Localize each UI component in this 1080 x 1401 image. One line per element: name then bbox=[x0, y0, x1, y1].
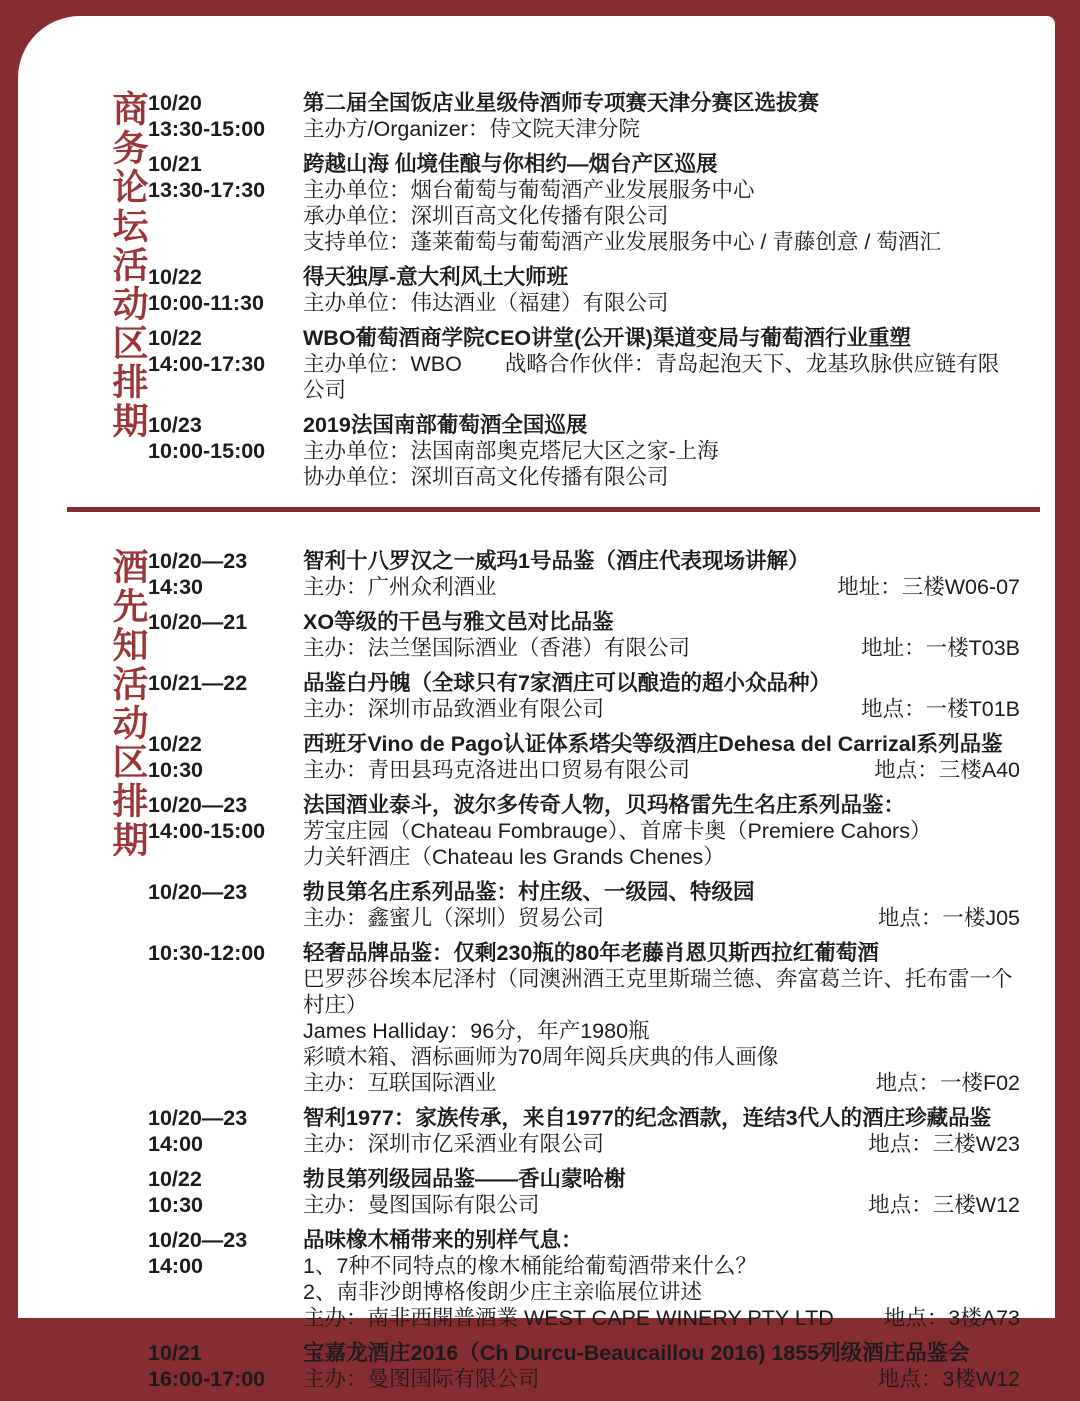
event-title: 轻奢品牌品鉴：仅剩230瓶的80年老藤肖恩贝斯西拉红葡萄酒 bbox=[303, 941, 879, 965]
event-detail-line: 协办单位：深圳百高文化传播有限公司 bbox=[303, 465, 669, 489]
event-title: 宝嘉龙酒庄2016（Ch Durcu-Beaucaillou 2016) 1855列级酒庄品鉴会 bbox=[303, 1341, 970, 1365]
event-datetime bbox=[148, 731, 303, 783]
event-datetime bbox=[148, 1227, 303, 1331]
event-detail-line: James Halliday：96分，年产1980瓶 bbox=[303, 1019, 650, 1043]
event-row bbox=[148, 609, 1020, 661]
event-date: 10/21—22 bbox=[148, 671, 248, 695]
event-row bbox=[148, 1340, 1020, 1392]
event-row bbox=[148, 548, 1020, 600]
event-location: 地点：三楼W12 bbox=[868, 1193, 1020, 1217]
event-details bbox=[303, 151, 1020, 255]
event-organizer: 主办：互联国际酒业 bbox=[303, 1071, 497, 1095]
event-location: 地点：三楼W23 bbox=[868, 1132, 1020, 1156]
event-title: 品鉴白丹魄（全球只有7家酒庄可以酿造的超小众品种） bbox=[303, 671, 831, 695]
event-detail-line: 2、南非沙朗博格俊朗少庄主亲临展位讲述 bbox=[303, 1280, 702, 1304]
event-row bbox=[148, 412, 1020, 490]
event-location: 地点：3楼W12 bbox=[877, 1367, 1020, 1391]
event-row bbox=[148, 1227, 1020, 1331]
event-row bbox=[148, 731, 1020, 783]
event-date: 10/20—23 bbox=[148, 880, 248, 904]
event-row bbox=[148, 151, 1020, 255]
event-location: 地点：一楼F02 bbox=[875, 1071, 1020, 1095]
event-title: 西班牙Vino de Pago认证体系塔尖等级酒庄Dehesa del Carrizal系列品鉴 bbox=[303, 732, 1003, 756]
event-datetime bbox=[148, 412, 303, 490]
event-title: 得天独厚-意大利风土大师班 bbox=[303, 265, 569, 289]
section-title-vertical: 商务论坛活动区排期 bbox=[108, 90, 149, 441]
event-details bbox=[303, 609, 1020, 661]
event-time: 10:30 bbox=[148, 1193, 203, 1217]
event-details bbox=[303, 1166, 1020, 1218]
event-row bbox=[148, 940, 1020, 1096]
event-title: WBO葡萄酒商学院CEO讲堂(公开课)渠道变局与葡萄酒行业重塑 bbox=[303, 326, 911, 350]
event-detail-line bbox=[303, 635, 1020, 661]
event-organizer: 主办：法兰堡国际酒业（香港）有限公司 bbox=[303, 636, 691, 660]
event-date: 10/20—23 bbox=[148, 793, 248, 817]
event-title: XO等级的干邑与雅文邑对比品鉴 bbox=[303, 610, 614, 634]
event-detail-line: 巴罗莎谷埃本尼泽村（同澳洲酒王克里斯瑞兰德、奔富葛兰许、托布雷一个村庄） bbox=[303, 967, 1013, 1017]
event-detail-line bbox=[303, 1192, 1020, 1218]
event-datetime bbox=[148, 151, 303, 255]
event-organizer: 主办：广州众利酒业 bbox=[303, 575, 497, 599]
event-time: 14:00 bbox=[148, 1132, 203, 1156]
event-row bbox=[148, 792, 1020, 870]
event-title: 法国酒业泰斗，波尔多传奇人物，贝玛格雷先生名庄系列品鉴： bbox=[303, 793, 906, 817]
event-row bbox=[148, 325, 1020, 403]
event-details bbox=[303, 412, 1020, 490]
section-wine-prophet bbox=[18, 548, 1055, 1401]
event-time: 10:00-15:00 bbox=[148, 439, 266, 463]
event-detail-line bbox=[303, 1131, 1020, 1157]
schedule-sections bbox=[18, 16, 1055, 1401]
event-date: 10/22 bbox=[148, 326, 202, 350]
event-datetime bbox=[148, 264, 303, 316]
event-detail-line bbox=[303, 1305, 1020, 1331]
event-row bbox=[148, 879, 1020, 931]
event-datetime bbox=[148, 90, 303, 142]
event-location: 地点：三楼A40 bbox=[874, 758, 1020, 782]
event-detail-line: 主办单位：烟台葡萄与葡萄酒产业发展服务中心 bbox=[303, 178, 755, 202]
event-time: 14:00 bbox=[148, 1254, 203, 1278]
event-datetime bbox=[148, 940, 303, 1096]
event-time: 14:00-15:00 bbox=[148, 819, 266, 843]
event-details bbox=[303, 670, 1020, 722]
event-detail-line: 彩喷木箱、酒标画师为70周年阅兵庆典的伟人画像 bbox=[303, 1045, 779, 1069]
event-detail-line: 1、7种不同特点的橡木桶能给葡萄酒带来什么？ bbox=[303, 1254, 757, 1278]
event-details bbox=[303, 90, 1020, 142]
event-detail-line bbox=[303, 757, 1020, 783]
event-datetime bbox=[148, 792, 303, 870]
event-detail-line: 主办单位：法国南部奥克塔尼大区之家-上海 bbox=[303, 439, 719, 463]
event-row bbox=[148, 264, 1020, 316]
event-title: 勃艮第名庄系列品鉴：村庄级、一级园、特级园 bbox=[303, 880, 755, 904]
event-location: 地点：一楼J05 bbox=[877, 906, 1020, 930]
event-location: 地点：3楼A73 bbox=[883, 1306, 1020, 1330]
event-details bbox=[303, 731, 1020, 783]
event-details bbox=[303, 548, 1020, 600]
event-date: 10/22 bbox=[148, 732, 202, 756]
event-details bbox=[303, 1227, 1020, 1331]
event-date: 10/21 bbox=[148, 152, 202, 176]
event-title: 勃艮第列级园品鉴——香山蒙哈榭 bbox=[303, 1167, 626, 1191]
event-detail-line bbox=[303, 574, 1020, 600]
event-list bbox=[148, 548, 1055, 1401]
event-detail-line: 主办单位：WBO 战略合作伙伴：青岛起泡天下、龙基玖脉供应链有限公司 bbox=[303, 352, 1000, 402]
event-organizer: 主办：曼图国际有限公司 bbox=[303, 1193, 540, 1217]
event-date: 10/20—23 bbox=[148, 1106, 248, 1130]
event-organizer: 主办：曼图国际有限公司 bbox=[303, 1367, 540, 1391]
event-date: 10:30-12:00 bbox=[148, 941, 266, 965]
section-business-forum bbox=[18, 90, 1055, 499]
event-datetime bbox=[148, 1105, 303, 1157]
event-location: 地址：三楼W06-07 bbox=[837, 575, 1020, 599]
event-organizer: 主办：南非西開普酒業 WEST CAPE WINERY PTY LTD bbox=[303, 1306, 834, 1330]
event-detail-line: 芳宝庄园（Chateau Fombrauge）、首席卡奥（Premiere Cahors） bbox=[303, 819, 932, 843]
event-details bbox=[303, 1105, 1020, 1157]
event-details bbox=[303, 325, 1020, 403]
event-location: 地点：一楼T01B bbox=[861, 697, 1020, 721]
event-detail-line bbox=[303, 1366, 1020, 1392]
event-detail-line bbox=[303, 696, 1020, 722]
event-title: 品味橡木桶带来的别样气息： bbox=[303, 1228, 583, 1252]
event-details bbox=[303, 792, 1020, 870]
section-divider bbox=[67, 507, 1040, 512]
event-datetime bbox=[148, 548, 303, 600]
event-detail-line: 承办单位：深圳百高文化传播有限公司 bbox=[303, 204, 669, 228]
event-detail-line: 力关轩酒庄（Chateau les Grands Chenes） bbox=[303, 845, 725, 869]
event-time: 10:30 bbox=[148, 758, 203, 782]
event-organizer: 主办：青田县玛克洛进出口贸易有限公司 bbox=[303, 758, 691, 782]
event-row bbox=[148, 90, 1020, 142]
event-detail-line: 支持单位：蓬莱葡萄与葡萄酒产业发展服务中心 / 青藤创意 / 萄酒汇 bbox=[303, 230, 941, 254]
event-date: 10/21 bbox=[148, 1341, 202, 1365]
event-row bbox=[148, 1166, 1020, 1218]
event-title: 跨越山海 仙境佳酿与你相约—烟台产区巡展 bbox=[303, 152, 718, 176]
event-details bbox=[303, 1340, 1020, 1392]
event-date: 10/20—21 bbox=[148, 610, 248, 634]
event-title: 智利1977：家族传承，来自1977的纪念酒款，连结3代人的酒庄珍藏品鉴 bbox=[303, 1106, 992, 1130]
event-time: 13:30-17:30 bbox=[148, 178, 266, 202]
event-organizer: 主办：鑫蜜儿（深圳）贸易公司 bbox=[303, 906, 605, 930]
event-date: 10/22 bbox=[148, 1167, 202, 1191]
event-details bbox=[303, 264, 1020, 316]
event-detail-line bbox=[303, 1070, 1020, 1096]
event-datetime bbox=[148, 325, 303, 403]
event-organizer: 主办：深圳市品致酒业有限公司 bbox=[303, 697, 605, 721]
event-list bbox=[148, 90, 1055, 499]
event-title: 第二届全国饭店业星级侍酒师专项赛天津分赛区选拔赛 bbox=[303, 91, 820, 115]
event-detail-line: 主办方/Organizer：侍文院天津分院 bbox=[303, 117, 640, 141]
event-date: 10/20—23 bbox=[148, 1228, 248, 1252]
event-date: 10/20 bbox=[148, 91, 202, 115]
event-time: 14:00-17:30 bbox=[148, 352, 266, 376]
event-title: 2019法国南部葡萄酒全国巡展 bbox=[303, 413, 588, 437]
event-datetime bbox=[148, 1166, 303, 1218]
section-title-vertical: 酒先知活动区排期 bbox=[108, 548, 149, 860]
event-date: 10/23 bbox=[148, 413, 202, 437]
event-date: 10/22 bbox=[148, 265, 202, 289]
event-date: 10/20—23 bbox=[148, 549, 248, 573]
event-row bbox=[148, 670, 1020, 722]
event-location: 地址：一楼T03B bbox=[861, 636, 1020, 660]
event-title: 智利十八罗汉之一威玛1号品鉴（酒庄代表现场讲解） bbox=[303, 549, 810, 573]
event-time: 10:00-11:30 bbox=[148, 291, 264, 315]
event-detail-line bbox=[303, 905, 1020, 931]
event-details bbox=[303, 940, 1020, 1096]
event-organizer: 主办：深圳市亿采酒业有限公司 bbox=[303, 1132, 605, 1156]
event-details bbox=[303, 879, 1020, 931]
event-datetime bbox=[148, 609, 303, 661]
event-time: 13:30-15:00 bbox=[148, 117, 266, 141]
event-datetime bbox=[148, 879, 303, 931]
event-time: 16:00-17:00 bbox=[148, 1367, 266, 1391]
event-datetime bbox=[148, 670, 303, 722]
event-datetime bbox=[148, 1340, 303, 1392]
event-row bbox=[148, 1105, 1020, 1157]
event-detail-line: 主办单位：伟达酒业（福建）有限公司 bbox=[303, 291, 669, 315]
event-time: 14:30 bbox=[148, 575, 203, 599]
content-area bbox=[18, 16, 1055, 1391]
